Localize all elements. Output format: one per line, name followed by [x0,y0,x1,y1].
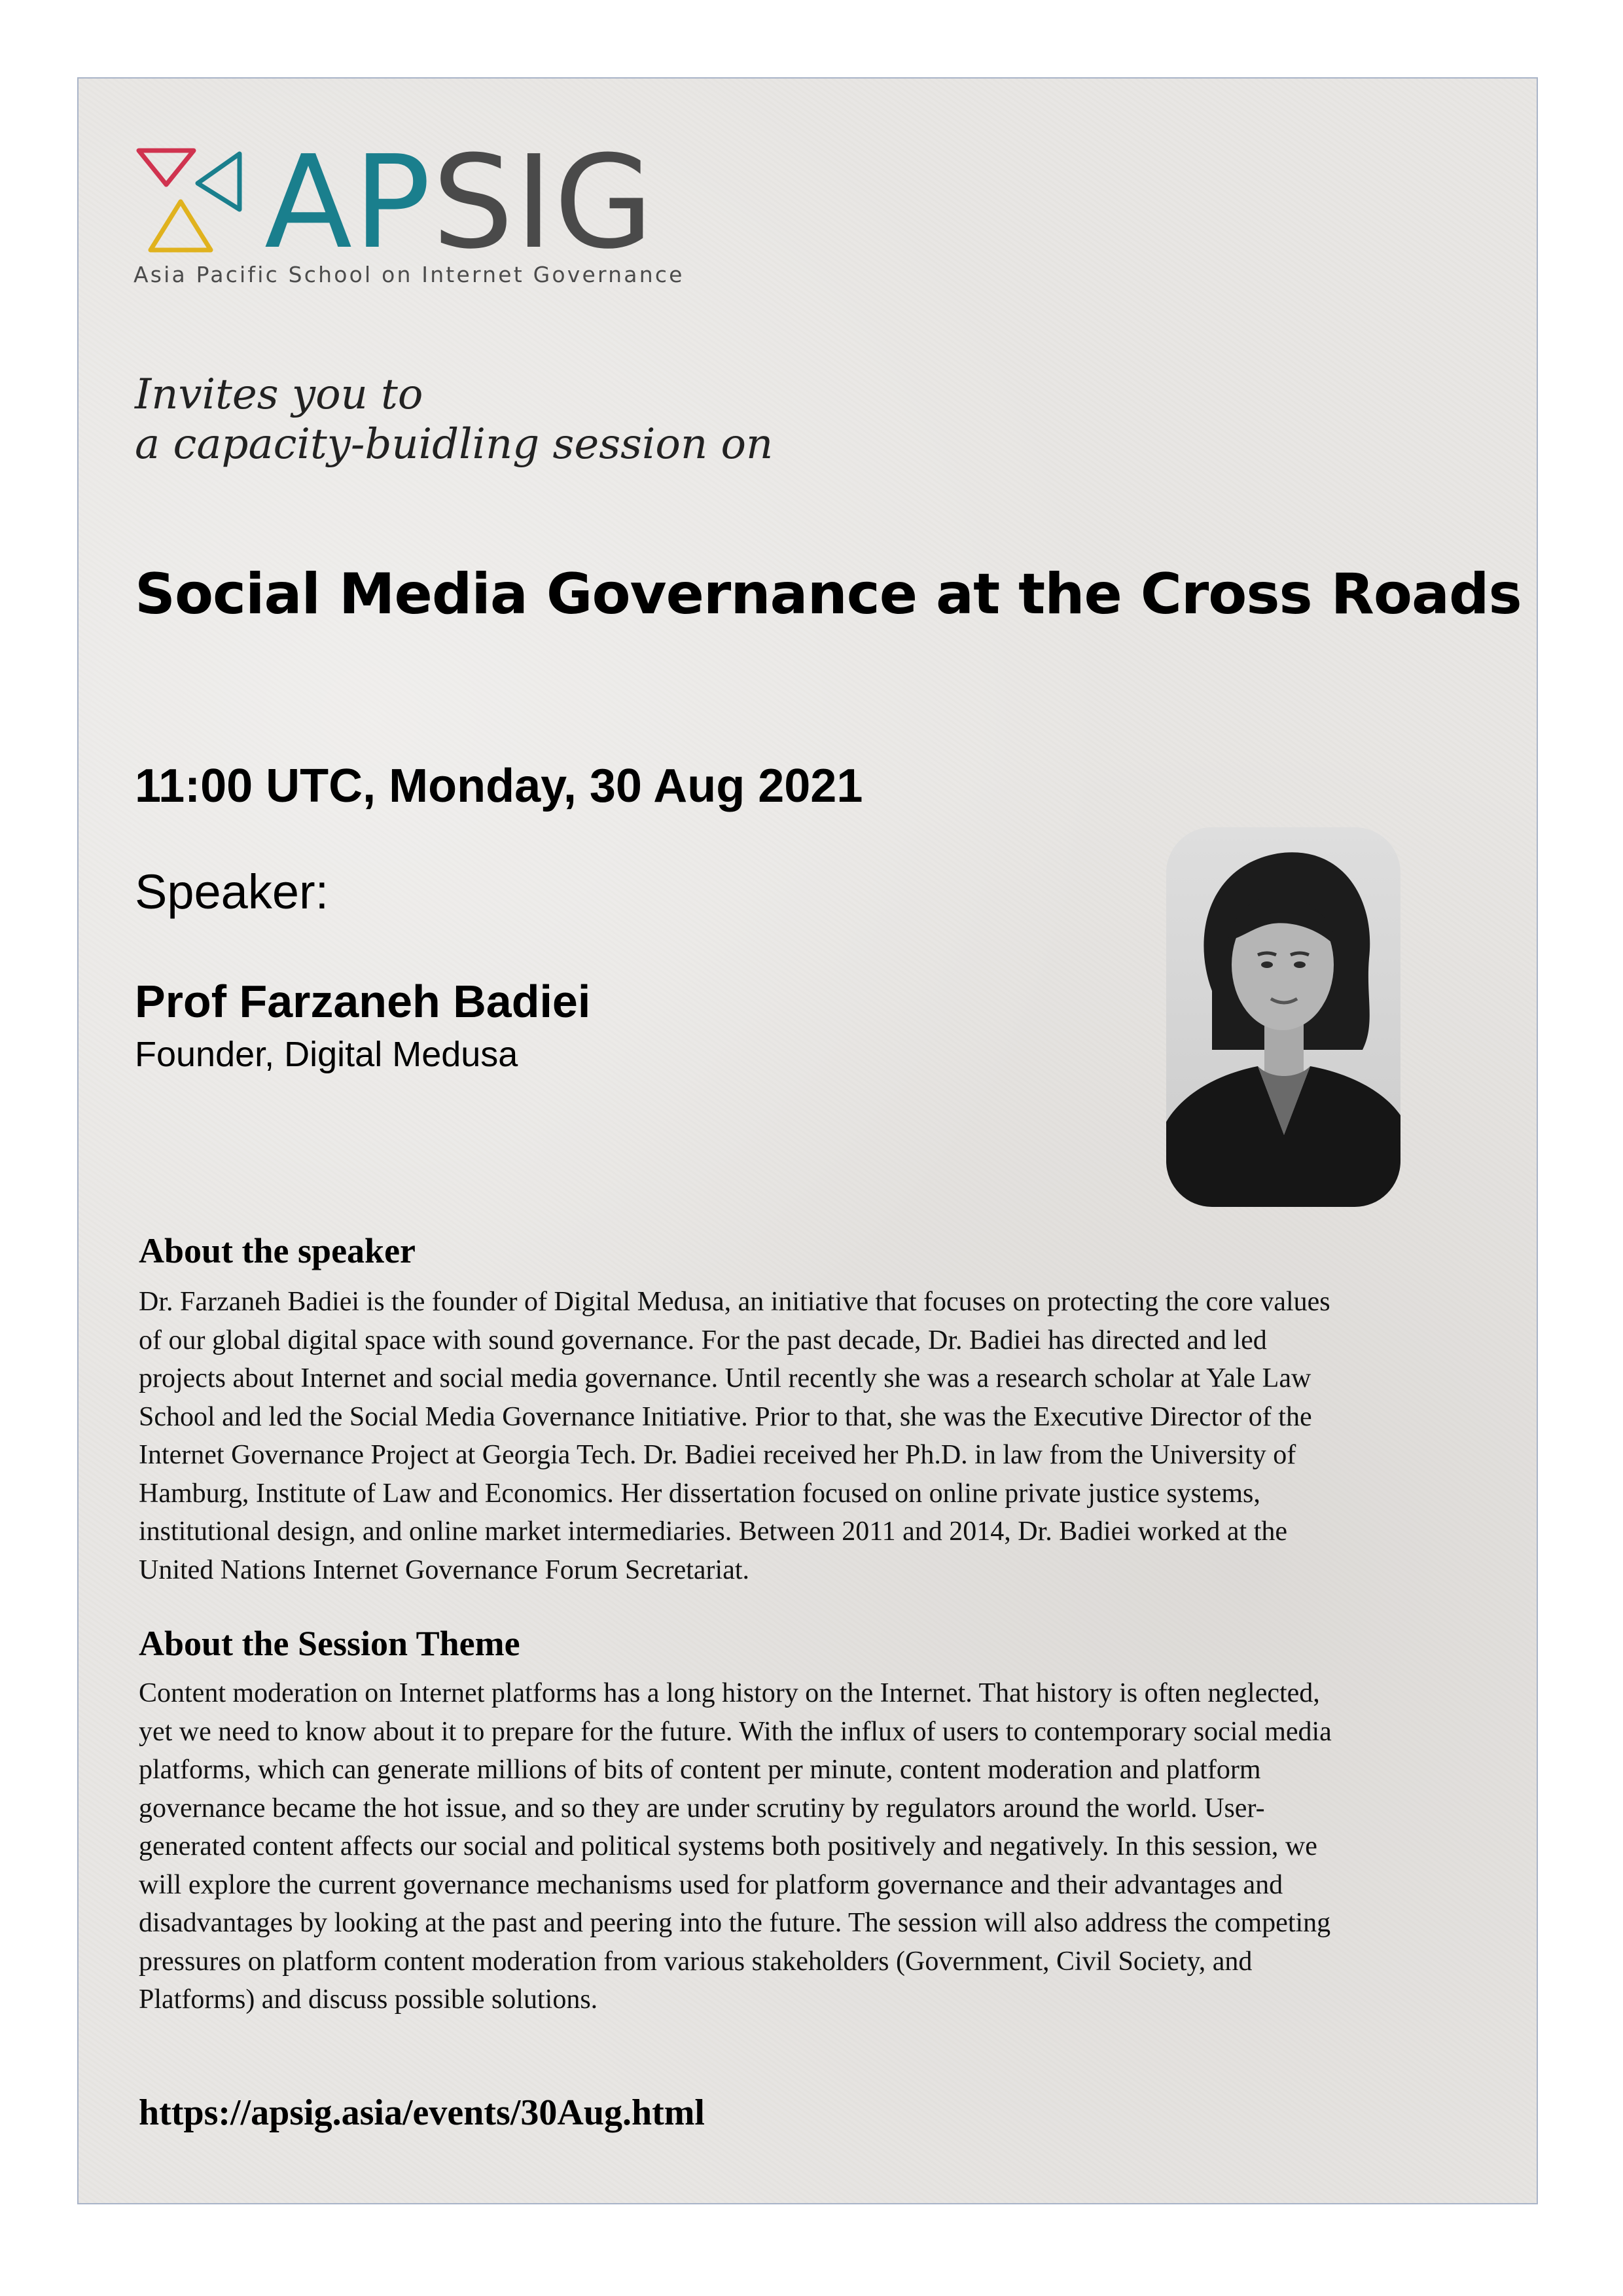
about-speaker-line: Dr. Farzaneh Badiei is the founder of Digital Medusa, an initiative that focuses on protecting the core values [139,1287,1330,1317]
about-theme-line: disadvantages by looking at the past and peering into the future. The session will also address the competing [139,1908,1331,1938]
about-speaker-line: School and led the Social Media Governance Initiative. Prior to that, she was the Executive Director of the [139,1401,1312,1432]
about-theme-line: platforms, which can generate millions of bits of content per minute, content moderation and platform [139,1755,1261,1785]
about-speaker-line: of our global digital space with sound governance. For the past decade, Dr. Badiei has directed and led [139,1325,1267,1355]
about-speaker-heading: About the speaker [139,1231,416,1270]
about-speaker-line: Internet Governance Project at Georgia Tech. Dr. Badiei received her Ph.D. in law from the University of [139,1440,1296,1470]
logo-wordmark [264,128,655,278]
logo-wordmark-sig: SIG [432,128,655,278]
about-theme-line: generated content affects our social and political systems both positively and negatively. In this session, we [139,1831,1317,1861]
about-speaker-paragraph [139,1283,1474,1589]
invite-line-1: Invites you to [135,370,423,419]
poster [77,77,1538,2204]
about-theme-line: Content moderation on Internet platforms has a long history on the Internet. That history is often neglected, [139,1678,1320,1708]
about-speaker-line: Hamburg, Institute of Law and Economics. Her dissertation focused on online private justice systems, [139,1478,1260,1509]
about-theme-line: will explore the current governance mechanisms used for platform governance and their advantages and [139,1869,1283,1900]
about-theme-line: yet we need to know about it to prepare for the future. With the influx of users to contemporary social media [139,1716,1332,1747]
about-theme-line: Platforms) and discuss possible solutions. [139,1984,598,2015]
about-theme-heading: About the Session Theme [139,1624,520,1663]
speaker-role: Founder, Digital Medusa [135,1035,518,1074]
about-speaker-line: projects about Internet and social media governance. Until recently she was a research scholar at Yale Law [139,1363,1311,1393]
speaker-portrait-image [1166,827,1400,1207]
speaker-label: Speaker: [135,865,329,919]
apsig-logo [134,128,722,301]
about-theme-line: governance became the hot issue, and so they are under scrutiny by regulators around the world. User- [139,1793,1265,1823]
logo-wordmark-ap: AP [264,128,433,278]
about-theme-line: pressures on platform content moderation from various stakeholders (Government, Civil Society, and [139,1946,1253,1977]
session-title: Social Media Governance at the Cross Roads [135,562,1522,627]
invite-text [135,370,773,469]
speaker-name: Prof Farzaneh Badiei [135,976,591,1027]
logo-triangles-icon [134,144,251,255]
session-datetime: 11:00 UTC, Monday, 30 Aug 2021 [135,760,863,812]
about-speaker-line: institutional design, and online market intermediaries. Between 2011 and 2014, Dr. Badiei worked at the [139,1516,1288,1547]
logo-tagline: Asia Pacific School on Internet Governance [134,262,685,287]
about-speaker-line: United Nations Internet Governance Forum Secretariat. [139,1554,750,1585]
invite-line-2: a capacity-buidling session on [135,420,774,469]
event-url-link[interactable]: https://apsig.asia/events/30Aug.html [139,2092,705,2133]
about-theme-paragraph [139,1674,1474,2019]
speaker-photo [1166,827,1400,1207]
